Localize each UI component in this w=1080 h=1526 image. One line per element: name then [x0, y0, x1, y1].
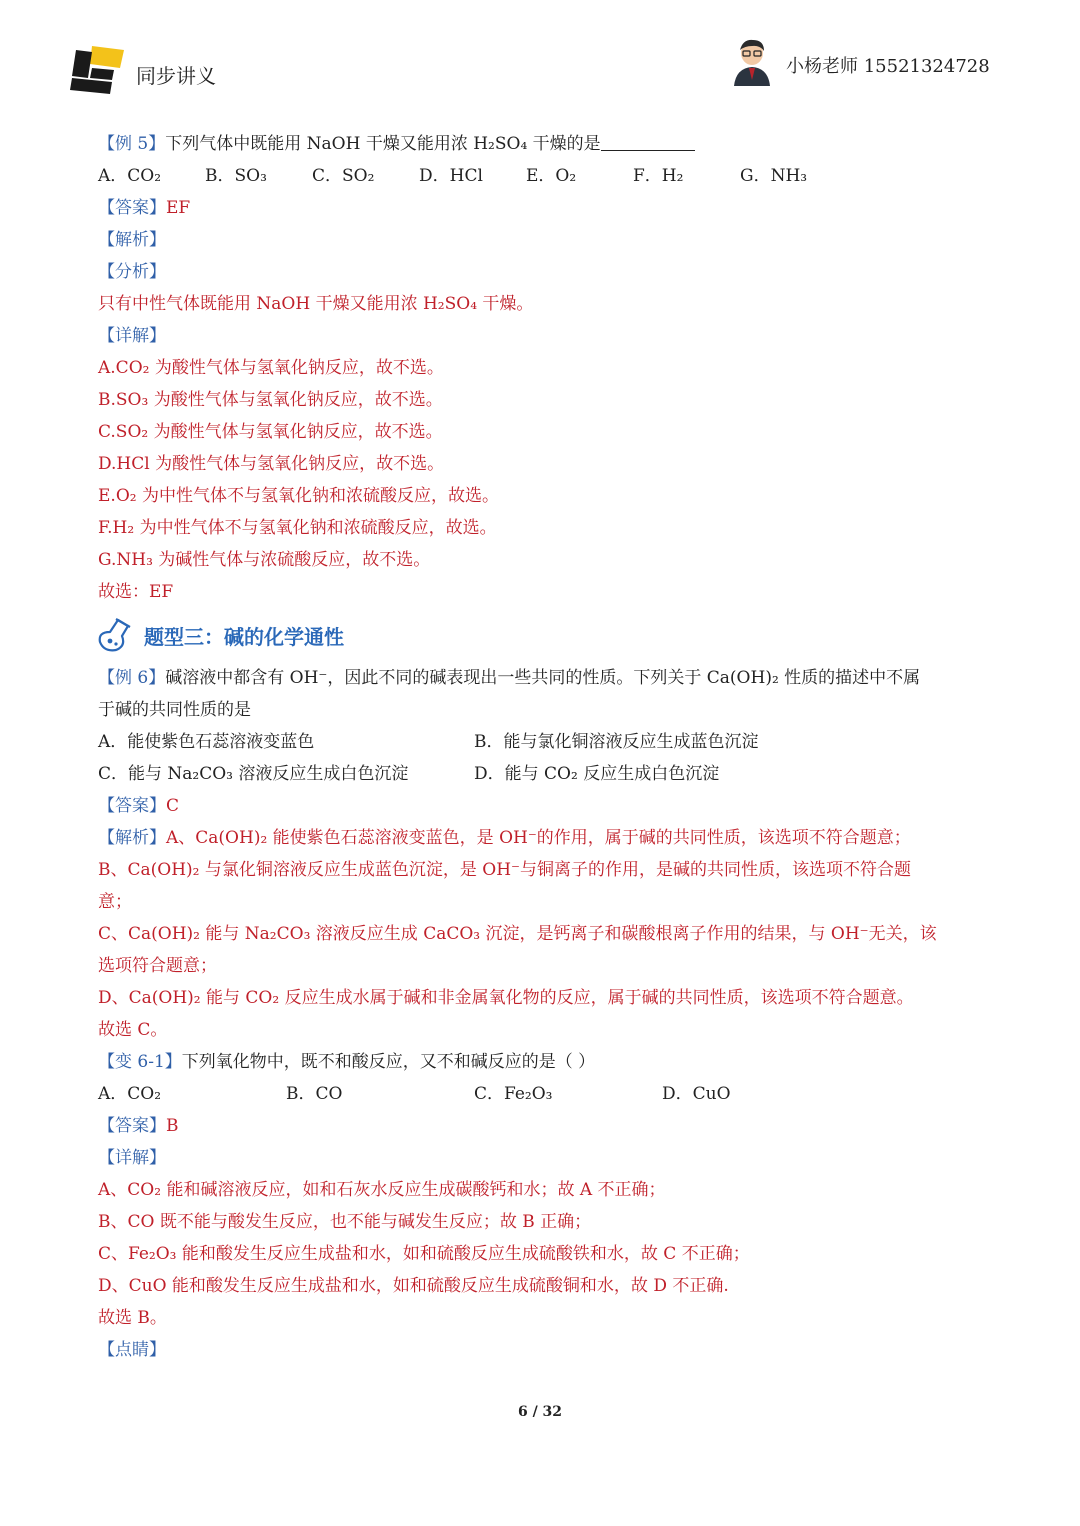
answer-line [98, 790, 988, 822]
section-heading [96, 608, 988, 662]
detail-line: C.SO₂ 为酸性气体与氢氧化钠反应，故不选。 [98, 422, 443, 442]
example-6-options-row1 [98, 726, 988, 758]
variant-6-1-question [98, 1046, 988, 1078]
explanation-text: 意； [98, 892, 132, 912]
question-text: 下列气体中既能用 NaOH 干燥又能用浓 H₂SO₄ 干燥的是 [165, 134, 601, 154]
example-5-question [98, 128, 988, 160]
flask-icon [96, 616, 134, 654]
answer-line [98, 192, 988, 224]
example-5-options [98, 160, 988, 192]
jiexi-tag: 【解析】 [98, 230, 166, 250]
explanation-text: C、Ca(OH)₂ 能与 Na₂CO₃ 溶液反应生成 CaCO₃ 沉淀，是钙离子和碳酸根离子作用的结果，与 OH⁻无关，该 [98, 924, 937, 944]
page-header [0, 0, 1080, 110]
answer-tag: 【答案】 [98, 1116, 166, 1136]
dianjing-tag: 【点睛】 [98, 1340, 166, 1360]
answer-value: B [166, 1116, 179, 1136]
option-d: D．能与 CO₂ 反应生成白色沉淀 [474, 764, 720, 784]
logo-icon [70, 46, 126, 94]
example-6-question [98, 662, 988, 694]
explanation-text: B、Ca(OH)₂ 与氯化铜溶液反应生成蓝色沉淀，是 OH⁻与铜离子的作用，是碱的共同性质，该选项不符合题 [98, 860, 912, 880]
jiexi-tag: 【解析】 [98, 828, 166, 848]
brand-title: 同步讲义 [136, 64, 216, 88]
option-g: G．NH₃ [740, 166, 808, 186]
detail-line: F.H₂ 为中性气体不与氢氧化钠和浓硫酸反应，故选。 [98, 518, 497, 538]
detail-line: G.NH₃ 为碱性气体与浓硫酸反应，故不选。 [98, 550, 431, 570]
explanation-text: A、Ca(OH)₂ 能使紫色石蕊溶液变蓝色，是 OH⁻的作用，属于碱的共同性质，该选项不符合题意； [166, 828, 911, 848]
xiangjie-tag: 【详解】 [98, 1148, 166, 1168]
page-content [98, 128, 988, 1366]
question-text: 下列氧化物中，既不和酸反应，又不和碱反应的是（ ） [181, 1052, 596, 1072]
detail-line: A.CO₂ 为酸性气体与氢氧化钠反应，故不选。 [98, 358, 444, 378]
option-b: B．SO₃ [205, 166, 267, 186]
option-a: A．CO₂ [98, 1084, 162, 1104]
example-tag: 【例 5】 [98, 134, 166, 154]
explanation-line [98, 822, 988, 854]
example-tag: 【例 6】 [98, 668, 166, 688]
detail-line: C、Fe₂O₃ 能和酸发生反应生成盐和水，如和硫酸反应生成硫酸铁和水，故 C 不正确； [98, 1244, 750, 1264]
answer-blank [601, 132, 695, 151]
option-c: C．能与 Na₂CO₃ 溶液反应生成白色沉淀 [98, 764, 409, 784]
option-a: A．能使紫色石蕊溶液变蓝色 [98, 732, 315, 752]
detail-line: B.SO₃ 为酸性气体与氢氧化钠反应，故不选。 [98, 390, 443, 410]
variant-tag: 【变 6-1】 [98, 1052, 182, 1072]
example-6-options-row2 [98, 758, 988, 790]
detail-line: D、CuO 能和酸发生反应生成盐和水，如和硫酸反应生成硫酸铜和水，故 D 不正确. [98, 1276, 729, 1296]
detail-line: D.HCl 为酸性气体与氢氧化钠反应，故不选。 [98, 454, 445, 474]
analysis-text: 只有中性气体既能用 NaOH 干燥又能用浓 H₂SO₄ 干燥。 [98, 294, 534, 314]
explanation-text: 选项符合题意； [98, 956, 217, 976]
option-f: F．H₂ [633, 166, 684, 186]
option-d: D．CuO [662, 1084, 731, 1104]
xiangjie-tag: 【详解】 [98, 326, 166, 346]
option-b: B．CO [286, 1084, 343, 1104]
option-d: D．HCl [419, 166, 483, 186]
answer-value: EF [166, 198, 191, 218]
teacher-avatar-icon [731, 38, 773, 86]
answer-tag: 【答案】 [98, 198, 166, 218]
option-c: C．Fe₂O₃ [474, 1084, 553, 1104]
detail-line: E.O₂ 为中性气体不与氢氧化钠和浓硫酸反应，故选。 [98, 486, 499, 506]
explanation-text: D、Ca(OH)₂ 能与 CO₂ 反应生成水属于碱和非金属氧化物的反应，属于碱的共同性质，该选项不符合题意。 [98, 988, 914, 1008]
fenxi-tag: 【分析】 [98, 262, 166, 282]
answer-line [98, 1110, 988, 1142]
option-a: A．CO₂ [98, 166, 162, 186]
conclusion-line: 故选 C。 [98, 1020, 168, 1040]
option-b: B．能与氯化铜溶液反应生成蓝色沉淀 [474, 732, 759, 752]
answer-value: C [166, 796, 180, 816]
option-c: C．SO₂ [312, 166, 375, 186]
variant-6-1-options [98, 1078, 988, 1110]
teacher-contact: 小杨老师 15521324728 [786, 56, 990, 77]
detail-line: A、CO₂ 能和碱溶液反应，如和石灰水反应生成碳酸钙和水；故 A 不正确； [98, 1180, 666, 1200]
question-text-cont: 于碱的共同性质的是 [98, 700, 251, 720]
option-e: E．O₂ [526, 166, 577, 186]
section-title: 题型三：碱的化学通性 [144, 624, 344, 649]
detail-line: B、CO 既不能与酸发生反应，也不能与碱发生反应；故 B 正确； [98, 1212, 592, 1232]
page-number: 6 / 32 [517, 1404, 563, 1420]
conclusion-line: 故选：EF [98, 582, 174, 602]
answer-tag: 【答案】 [98, 796, 166, 816]
conclusion-line: 故选 B。 [98, 1308, 167, 1328]
question-text: 碱溶液中都含有 OH⁻，因此不同的碱表现出一些共同的性质。下列关于 Ca(OH)₂ 性质的描述中不属 [165, 668, 921, 688]
